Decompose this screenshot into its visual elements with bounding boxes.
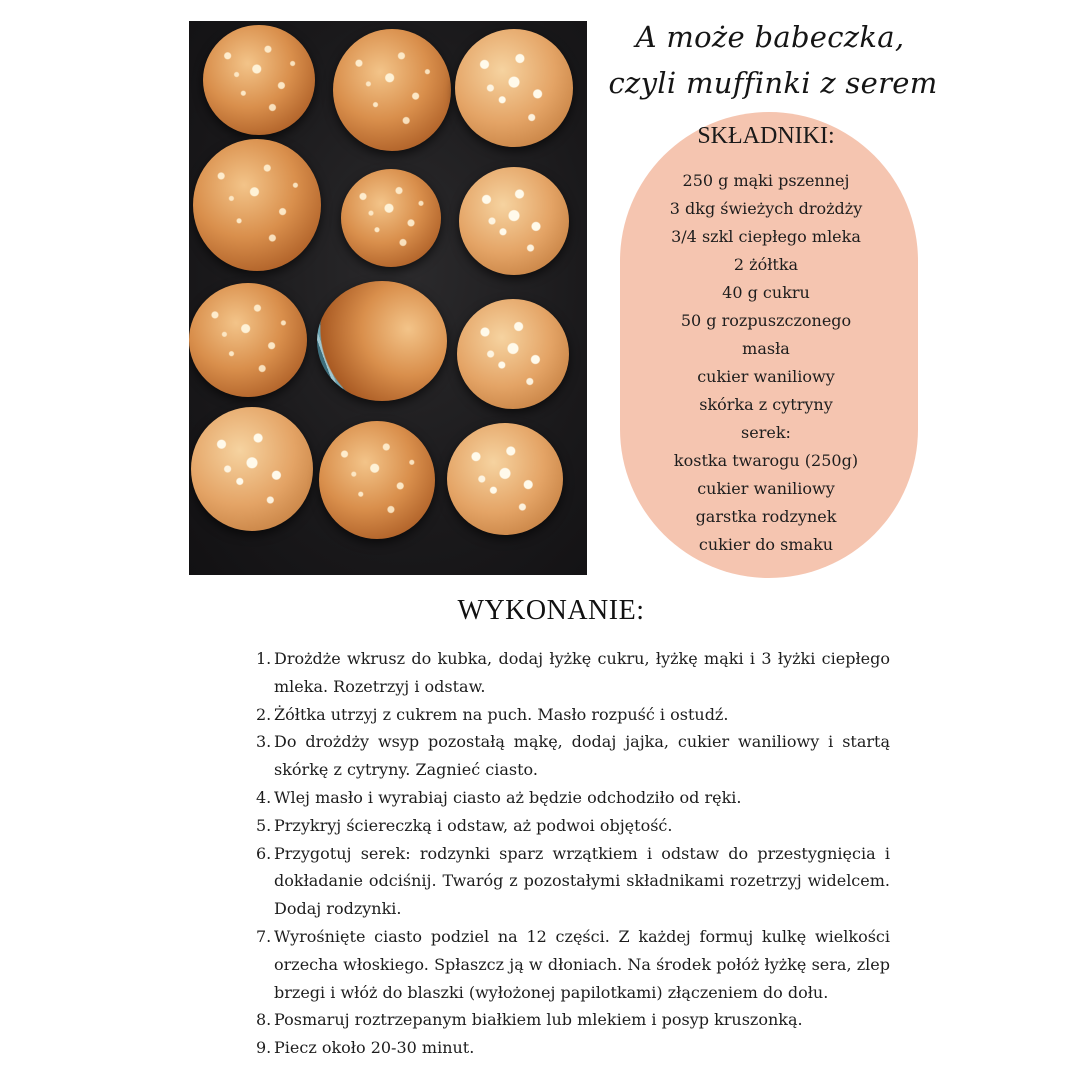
muffin: [317, 281, 447, 401]
step-item: [256, 923, 890, 1006]
step-item: [256, 784, 890, 812]
step-text: Drożdże wkrusz do kubka, dodaj łyżkę cukru, łyżkę mąki i 3 łyżki ciepłego mleka. Rozetrzyj i odstaw.: [274, 649, 890, 696]
step-number: 9.: [256, 1038, 272, 1058]
step-text: Przygotuj serek: rodzynki sparz wrzątkiem i odstaw do przestygnięcia i dokładanie odciśnij. Twaróg z pozostałymi składnikami rozetrzyj widelcem. Dodaj rodzynki.: [274, 843, 890, 919]
step-item: [256, 840, 890, 923]
muffin: [341, 169, 441, 267]
ingredient-item: 3/4 szkl ciepłego mleka: [671, 227, 861, 246]
method-heading: WYKONANIE:: [457, 595, 645, 626]
ingredient-item: 3 dkg świeżych drożdży: [669, 199, 863, 218]
step-number: 2.: [256, 704, 272, 724]
ingredient-item: skórka z cytryny: [699, 395, 833, 414]
step-text: Wlej masło i wyrabiaj ciasto aż będzie odchodziło od ręki.: [274, 787, 742, 807]
ingredient-item: cukier waniliowy: [697, 479, 835, 498]
title-line-1: A może babeczka,: [635, 20, 905, 54]
ingredient-item: cukier do smaku: [698, 535, 834, 554]
step-item: [256, 812, 890, 840]
step-number: 6.: [256, 843, 272, 863]
ingredient-item: 50 g rozpuszczonego: [680, 311, 852, 330]
step-number: 7.: [256, 926, 272, 946]
recipe-title: [600, 14, 940, 106]
muffin: [447, 423, 563, 535]
step-item: [256, 645, 890, 701]
ingredients-list: [620, 167, 912, 559]
muffin: [191, 407, 313, 531]
step-number: 8.: [256, 1010, 272, 1030]
ingredient-item: 250 g mąki pszennej: [682, 171, 850, 190]
ingredient-item: kostka twarogu (250g): [673, 451, 859, 470]
step-item: [256, 1034, 890, 1062]
muffin: [319, 421, 435, 539]
step-text: Do drożdży wsyp pozostałą mąkę, dodaj jajka, cukier waniliowy i startą skórkę z cytryny. Zagnieć ciasto.: [274, 732, 890, 780]
step-number: 1.: [256, 649, 272, 668]
title-line-2: czyli muffinki z serem: [608, 66, 938, 100]
step-number: 4.: [256, 787, 272, 807]
ingredient-item: masła: [742, 339, 790, 358]
step-number: 3.: [256, 732, 272, 752]
muffin: [203, 25, 315, 135]
step-number: 5.: [256, 815, 272, 835]
step-text: Przykryj ściereczką i odstaw, aż podwoi objętość.: [274, 815, 673, 835]
muffin: [457, 299, 569, 409]
muffin: [189, 283, 307, 397]
ingredients-heading: SKŁADNIKI:: [697, 123, 835, 149]
ingredient-item: 40 g cukru: [722, 283, 810, 302]
step-text: Wyrośnięte ciasto podziel na 12 części. Z każdej formuj kulkę wielkości orzecha włoskiego. Spłaszcz ją w dłoniach. Na środek połóż łyżkę sera, zlep brzegi i włóż do blaszki (wyłożonej papilotkami) złączeniem do dołu.: [274, 926, 890, 1002]
step-item: [256, 1006, 890, 1034]
method-steps: [256, 645, 890, 1062]
step-item: [256, 728, 890, 784]
ingredient-item: garstka rodzynek: [695, 507, 837, 526]
step-text: Posmaruj roztrzepanym białkiem lub mlekiem i posyp kruszonką.: [274, 1010, 803, 1030]
muffin: [459, 167, 569, 275]
ingredient-item: cukier waniliowy: [697, 367, 835, 386]
ingredient-item: serek:: [741, 423, 791, 442]
step-text: Piecz około 20-30 minut.: [274, 1038, 475, 1058]
step-text: Żółtka utrzyj z cukrem na puch. Masło rozpuść i ostudź.: [274, 704, 729, 724]
step-item: [256, 701, 890, 729]
muffins-photo: [189, 21, 587, 575]
muffin: [193, 139, 321, 271]
ingredient-item: 2 żółtka: [733, 255, 799, 274]
